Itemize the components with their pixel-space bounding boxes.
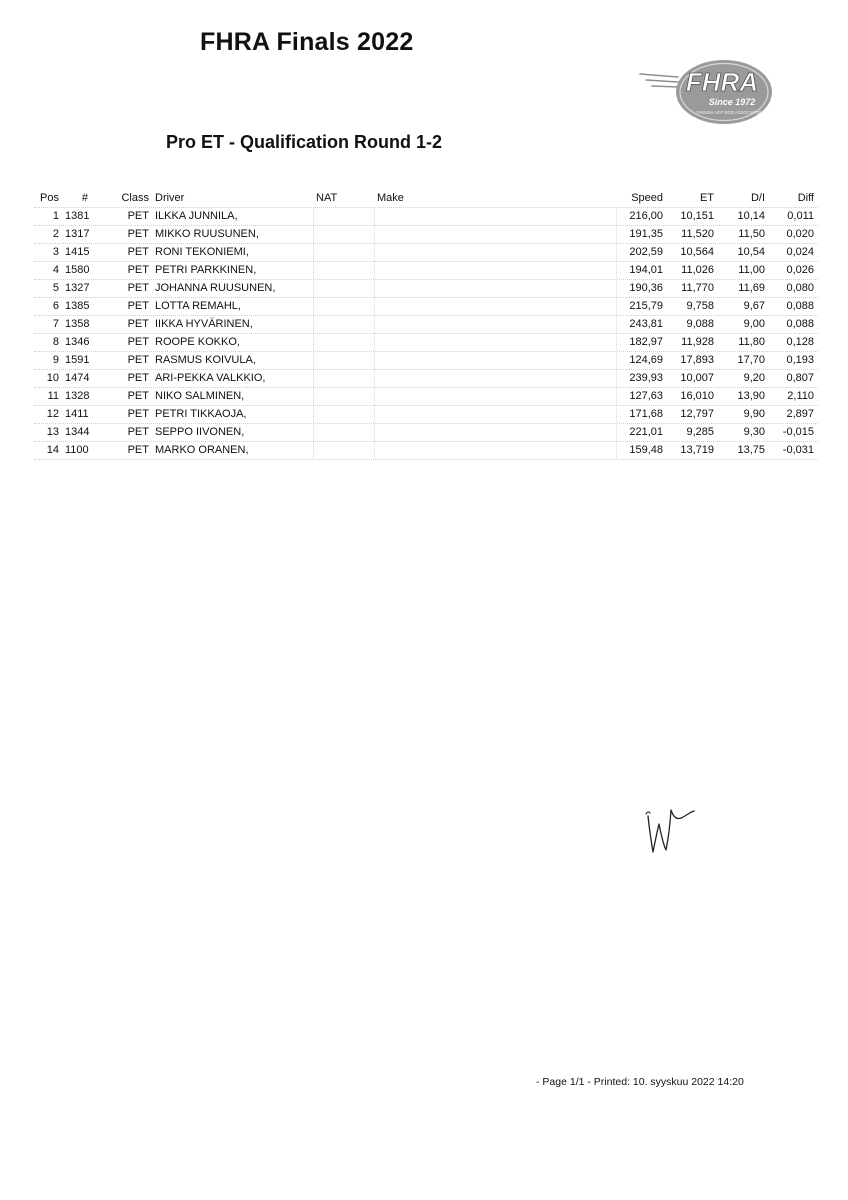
cell-et: 17,893	[680, 354, 714, 366]
table-row	[34, 351, 818, 369]
cell-pos: 1	[52, 210, 59, 222]
table-row	[34, 369, 818, 387]
cell-speed: 215,79	[629, 300, 663, 312]
header-et: ET	[699, 192, 714, 204]
cell-et: 9,088	[686, 318, 714, 330]
table-row	[34, 297, 818, 315]
cell-pos: 11	[47, 390, 59, 402]
cell-pos: 7	[52, 318, 59, 330]
cell-driver: NIKO SALMINEN,	[155, 390, 245, 402]
cell-driver: ARI-PEKKA VALKKIO,	[155, 372, 266, 384]
header-driver: Driver	[155, 192, 185, 204]
cell-speed: 190,36	[629, 282, 663, 294]
table-row	[34, 279, 818, 297]
cell-nat	[313, 334, 377, 351]
cell-di: 17,70	[737, 354, 765, 366]
header-nat: NAT	[316, 192, 338, 204]
cell-nat	[313, 262, 377, 279]
cell-di: 13,90	[737, 390, 765, 402]
cell-nat	[313, 280, 377, 297]
cell-di: 9,00	[743, 318, 765, 330]
cell-num: 1474	[65, 372, 90, 384]
cell-num: 1344	[65, 426, 90, 438]
cell-class: PET	[127, 246, 149, 258]
cell-pos: 8	[52, 336, 59, 348]
cell-driver: RONI TEKONIEMI,	[155, 246, 249, 258]
cell-driver: ILKKA JUNNILA,	[155, 210, 238, 222]
cell-driver: PETRI TIKKAOJA,	[155, 408, 247, 420]
cell-di: 10,14	[737, 210, 765, 222]
cell-diff: 2,897	[786, 408, 814, 420]
cell-nat	[313, 244, 377, 261]
cell-make	[374, 208, 617, 225]
cell-et: 11,928	[681, 336, 714, 348]
table-row	[34, 261, 818, 279]
table-row	[34, 243, 818, 261]
table-row	[34, 315, 818, 333]
cell-driver: PETRI PARKKINEN,	[155, 264, 257, 276]
cell-num: 1591	[65, 354, 90, 366]
cell-nat	[313, 424, 377, 441]
cell-di: 11,00	[738, 264, 765, 276]
cell-speed: 191,35	[629, 228, 663, 240]
results-table	[34, 189, 818, 460]
cell-driver: MIKKO RUUSUNEN,	[155, 228, 259, 240]
cell-class: PET	[127, 264, 149, 276]
cell-di: 11,50	[738, 228, 765, 240]
cell-pos: 14	[46, 444, 59, 456]
cell-make	[374, 388, 617, 405]
cell-nat	[313, 226, 377, 243]
cell-make	[374, 424, 617, 441]
cell-di: 9,30	[743, 426, 765, 438]
table-row	[34, 423, 818, 441]
speed-lines-icon	[640, 74, 678, 87]
cell-num: 1358	[65, 318, 90, 330]
table-row	[34, 405, 818, 423]
cell-class: PET	[127, 228, 149, 240]
cell-di: 10,54	[737, 246, 765, 258]
cell-di: 9,67	[743, 300, 765, 312]
cell-driver: IIKKA HYVÄRINEN,	[155, 318, 253, 330]
cell-class: PET	[127, 408, 149, 420]
header-speed: Speed	[631, 192, 663, 204]
cell-class: PET	[127, 444, 149, 456]
cell-diff: 0,088	[786, 300, 814, 312]
cell-make	[374, 370, 617, 387]
cell-diff: -0,015	[782, 426, 814, 438]
cell-speed: 221,01	[629, 426, 663, 438]
cell-et: 10,151	[680, 210, 714, 222]
cell-pos: 3	[52, 246, 59, 258]
cell-class: PET	[127, 372, 149, 384]
cell-nat	[313, 298, 377, 315]
cell-speed: 171,68	[629, 408, 663, 420]
cell-speed: 127,63	[629, 390, 663, 402]
cell-make	[374, 280, 617, 297]
cell-diff: 0,807	[786, 372, 814, 384]
cell-num: 1100	[65, 444, 89, 456]
cell-et: 9,758	[686, 300, 714, 312]
cell-diff: 2,110	[787, 390, 814, 402]
cell-class: PET	[127, 336, 149, 348]
table-body	[34, 207, 818, 460]
cell-di: 11,69	[738, 282, 765, 294]
cell-make	[374, 442, 617, 459]
cell-make	[374, 316, 617, 333]
cell-nat	[313, 406, 377, 423]
cell-di: 9,90	[743, 408, 765, 420]
cell-speed: 239,93	[629, 372, 663, 384]
cell-driver: RASMUS KOIVULA,	[155, 354, 256, 366]
cell-diff: 0,128	[786, 336, 814, 348]
cell-et: 11,520	[681, 228, 714, 240]
table-row	[34, 207, 818, 225]
cell-et: 13,719	[680, 444, 714, 456]
cell-speed: 159,48	[629, 444, 663, 456]
cell-di: 9,20	[743, 372, 765, 384]
cell-pos: 10	[46, 372, 59, 384]
page-subtitle: Pro ET - Qualification Round 1-2	[166, 132, 443, 152]
cell-num: 1385	[65, 300, 90, 312]
cell-num: 1328	[65, 390, 90, 402]
cell-make	[374, 406, 617, 423]
cell-nat	[313, 442, 377, 459]
cell-num: 1411	[65, 408, 89, 420]
header-pos: Pos	[40, 192, 59, 204]
cell-speed: 243,81	[629, 318, 663, 330]
cell-diff: 0,020	[786, 228, 814, 240]
cell-num: 1346	[65, 336, 90, 348]
cell-diff: 0,024	[786, 246, 814, 258]
cell-num: 1580	[65, 264, 90, 276]
cell-nat	[313, 370, 377, 387]
handwritten-signature	[640, 798, 704, 858]
header-di: D/I	[750, 192, 765, 204]
logo-association: FINNISH HOT ROD ASSOCIATION	[696, 110, 764, 115]
cell-et: 11,770	[681, 282, 714, 294]
cell-speed: 124,69	[629, 354, 663, 366]
cell-et: 9,285	[686, 426, 714, 438]
cell-num: 1415	[65, 246, 90, 258]
cell-pos: 5	[52, 282, 59, 294]
cell-class: PET	[127, 282, 149, 294]
cell-driver: JOHANNA RUUSUNEN,	[155, 282, 276, 294]
cell-diff: 0,026	[786, 264, 814, 276]
cell-make	[374, 352, 617, 369]
cell-pos: 6	[52, 300, 59, 312]
cell-make	[374, 334, 617, 351]
table-row	[34, 225, 818, 243]
cell-make	[374, 262, 617, 279]
cell-speed: 182,97	[629, 336, 663, 348]
cell-nat	[313, 208, 377, 225]
page-title: FHRA Finals 2022	[200, 28, 414, 56]
cell-diff: -0,031	[782, 444, 814, 456]
header-make: Make	[377, 192, 404, 204]
cell-driver: ROOPE KOKKO,	[155, 336, 240, 348]
header-diff: Diff	[797, 192, 814, 204]
cell-pos: 12	[46, 408, 59, 420]
cell-driver: LOTTA REMAHL,	[155, 300, 241, 312]
cell-pos: 2	[52, 228, 59, 240]
cell-pos: 9	[52, 354, 59, 366]
cell-diff: 0,193	[786, 354, 814, 366]
cell-et: 16,010	[680, 390, 714, 402]
cell-make	[374, 244, 617, 261]
cell-class: PET	[127, 426, 149, 438]
cell-speed: 202,59	[629, 246, 663, 258]
cell-diff: 0,088	[786, 318, 814, 330]
table-row	[34, 333, 818, 351]
cell-et: 10,564	[680, 246, 714, 258]
cell-num: 1381	[65, 210, 90, 222]
header-class: Class	[121, 192, 149, 204]
cell-make	[374, 298, 617, 315]
cell-speed: 216,00	[629, 210, 663, 222]
cell-class: PET	[127, 354, 149, 366]
cell-diff: 0,080	[786, 282, 814, 294]
cell-nat	[313, 388, 377, 405]
cell-et: 12,797	[680, 408, 714, 420]
cell-num: 1327	[65, 282, 90, 294]
cell-speed: 194,01	[629, 264, 663, 276]
cell-diff: 0,011	[787, 210, 814, 222]
cell-class: PET	[127, 318, 149, 330]
cell-et: 10,007	[680, 372, 714, 384]
cell-pos: 13	[46, 426, 59, 438]
cell-make	[374, 226, 617, 243]
header-num: #	[81, 192, 88, 204]
cell-driver: MARKO ORANEN,	[155, 444, 249, 456]
cell-class: PET	[127, 210, 149, 222]
cell-class: PET	[127, 390, 149, 402]
cell-class: PET	[127, 300, 149, 312]
table-row	[34, 387, 818, 405]
table-row	[34, 441, 818, 460]
cell-di: 13,75	[737, 444, 765, 456]
table-header-row	[34, 189, 818, 207]
cell-nat	[313, 352, 377, 369]
cell-driver: SEPPO IIVONEN,	[155, 426, 245, 438]
cell-di: 11,80	[738, 336, 765, 348]
logo-wordmark: FHRA	[685, 67, 759, 97]
cell-et: 11,026	[681, 264, 714, 276]
cell-pos: 4	[52, 264, 59, 276]
logo-since: Since 1972	[708, 97, 756, 107]
cell-nat	[313, 316, 377, 333]
cell-num: 1317	[65, 228, 90, 240]
page-footer: - Page 1/1 - Printed: 10. syyskuu 2022 14:20	[536, 1076, 744, 1088]
fhra-logo	[638, 58, 774, 128]
